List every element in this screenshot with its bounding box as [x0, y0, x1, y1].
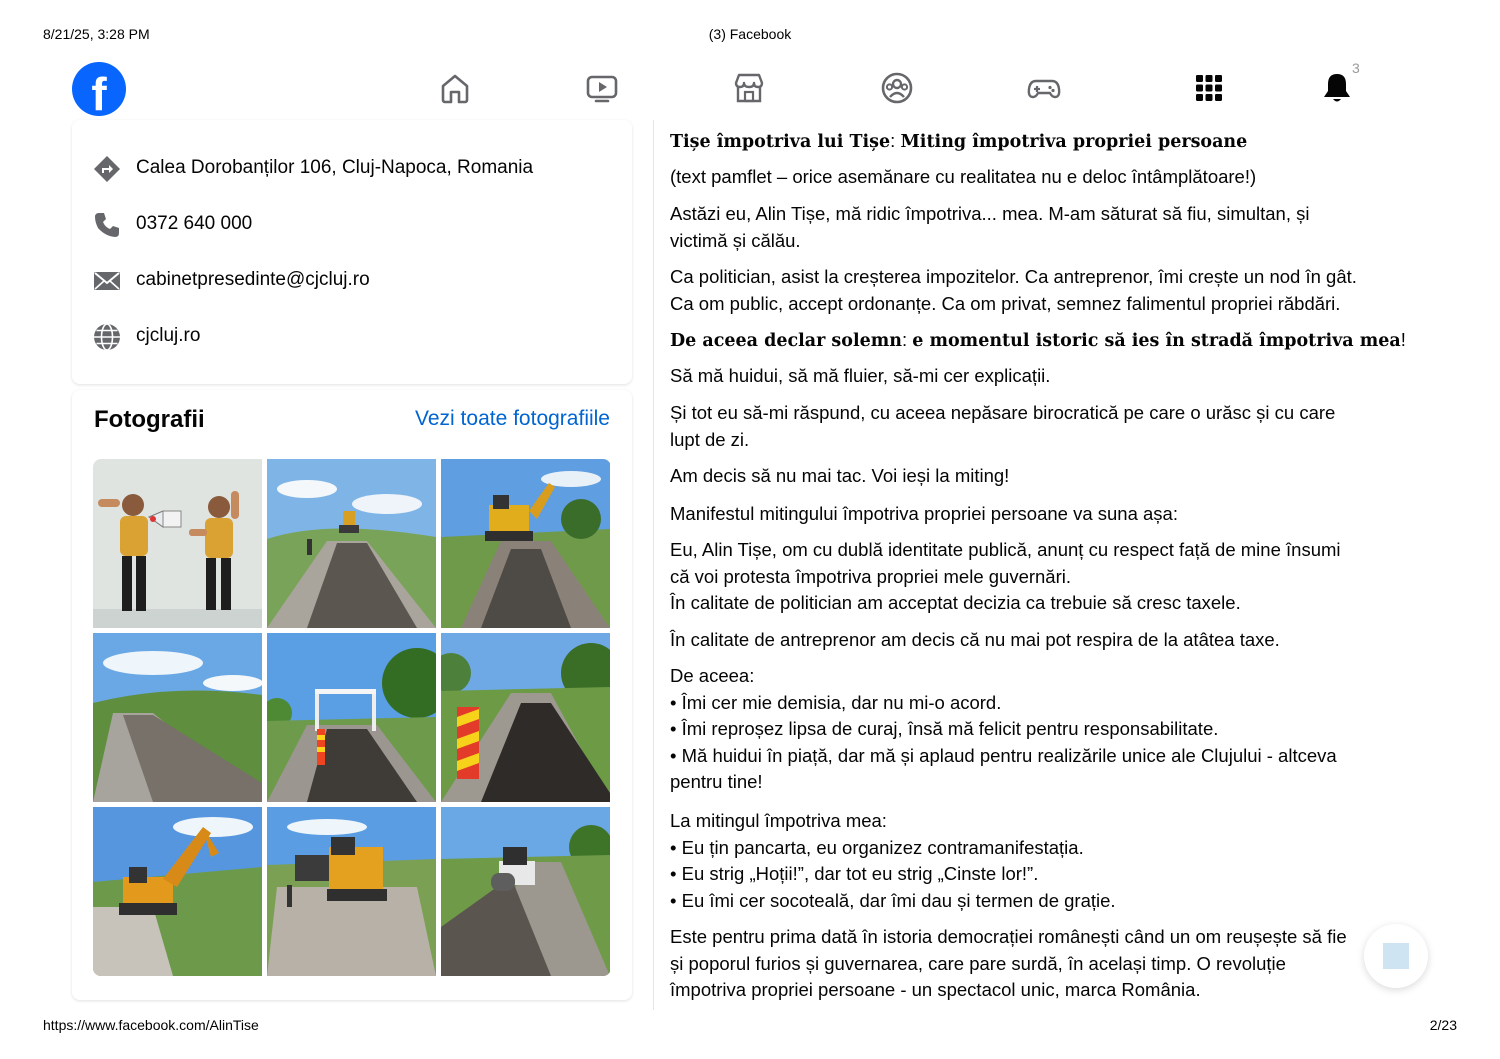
post-line: victimă și călău.: [670, 229, 801, 251]
list-item: • Mă huidui în piață, dar mă și aplaud pentru realizările unice ale Clujului - altceva: [670, 744, 1337, 766]
post-line: și poporul furios și guvernarea, care pare surdă, în același timp. O revoluție: [670, 952, 1286, 974]
compose-icon: [1383, 943, 1409, 969]
post-paragraph: Manifestul mitingului împotriva propriei persoane va suna așa:: [670, 503, 1178, 524]
photos-card: [72, 390, 632, 1000]
phone-icon: [92, 210, 122, 240]
post-line: Ca om public, accept ordonanțe. Ca om privat, semnez falimentul propriei răbdări.: [670, 292, 1341, 314]
floating-new-message-button[interactable]: [1364, 924, 1428, 988]
print-footer: [0, 1017, 1500, 1035]
groups-icon[interactable]: [879, 70, 915, 106]
post-line: Este pentru prima dată în istoria democrației românești când un om reușește să fie: [670, 926, 1347, 947]
post-separator: :: [901, 329, 913, 350]
post-paragraph: [670, 201, 1420, 254]
see-all-photos-link[interactable]: Vezi toate fotografiile: [415, 407, 610, 430]
envelope-icon: [92, 266, 122, 296]
post-paragraph: Am decis să nu mai tac. Voi ieși la miting!: [670, 465, 1010, 486]
photo-thumbnail[interactable]: [93, 807, 262, 976]
photo-thumbnail[interactable]: [441, 807, 610, 976]
bold-phrase: e momentul istoric să ies în stradă împotriva mea: [912, 331, 1401, 351]
post-title-part: Miting împotriva propriei persoane: [900, 132, 1248, 152]
post-line: împotriva propriei persoane - un spectacol unic, marca România.: [670, 979, 1201, 1000]
post-paragraph: [670, 808, 1420, 914]
marketplace-icon[interactable]: [731, 70, 767, 106]
photo-grid: [93, 459, 611, 976]
email-text[interactable]: cabinetpresedinte@cjcluj.ro: [136, 269, 370, 290]
notification-count-badge: 3: [1352, 60, 1360, 76]
intro-card: [72, 120, 632, 384]
post-paragraph: [670, 663, 1420, 796]
post-paragraph: (text pamflet – orice asemănare cu realitatea nu e deloc întâmplătoare!): [670, 166, 1257, 187]
home-icon[interactable]: [437, 70, 473, 106]
video-icon[interactable]: [584, 70, 620, 106]
top-navigation-bar: [60, 56, 1440, 124]
print-page-number: 2/23: [1429, 1017, 1457, 1033]
post-line: De aceea:: [670, 665, 755, 686]
globe-icon: [92, 322, 122, 352]
post-paragraph-bold: [670, 327, 1420, 355]
gaming-icon[interactable]: [1026, 70, 1062, 106]
directions-icon: [92, 154, 122, 184]
post-line: că voi protesta împotriva propriei mele guvernări.: [670, 565, 1072, 587]
post-paragraph: [670, 400, 1420, 453]
post-line: În calitate de politician am acceptat decizia ca trebuie să cresc taxele.: [670, 592, 1241, 613]
address-text: Calea Dorobanților 106, Cluj-Napoca, Romania: [136, 157, 534, 178]
post-paragraph: [670, 264, 1420, 317]
post-line: Eu, Alin Tișe, om cu dublă identitate publică, anunț cu respect față de mine însumi: [670, 539, 1341, 560]
address-row: [92, 154, 612, 184]
post-line: pentru tine!: [670, 771, 763, 792]
post-title-part: Tișe împotriva lui Tișe: [670, 132, 891, 152]
photo-thumbnail[interactable]: [267, 633, 436, 802]
email-row: [92, 266, 612, 296]
list-item: • Eu îmi cer socoteală, dar îmi dau și termen de grație.: [670, 889, 1116, 911]
list-item: • Eu țin pancarta, eu organizez contramanifestația.: [670, 836, 1084, 858]
post-title: [670, 128, 1420, 156]
post-line: lupt de zi.: [670, 428, 750, 450]
photos-title: Fotografii: [94, 406, 205, 433]
post-line: Astăzi eu, Alin Tișe, mă ridic împotriva... mea. M-am săturat să fiu, simultan, și: [670, 203, 1310, 224]
menu-grid-icon[interactable]: [1191, 70, 1227, 106]
post-content: [653, 120, 1429, 1010]
website-row: [92, 322, 612, 352]
print-url: https://www.facebook.com/AlinTise: [43, 1017, 259, 1033]
facebook-logo-icon[interactable]: f: [72, 62, 126, 116]
post-line: La mitingul împotriva mea:: [670, 810, 887, 831]
photo-thumbnail[interactable]: [267, 807, 436, 976]
list-item: • Îmi cer mie demisia, dar nu mi-o acord.: [670, 691, 1002, 713]
photo-thumbnail[interactable]: [267, 459, 436, 628]
print-header: [0, 26, 1500, 44]
phone-row: [92, 210, 612, 240]
list-item: • Eu strig „Hoții!”, dar tot eu strig „Cinste lor!”.: [670, 863, 1039, 884]
post-paragraph: [670, 924, 1420, 1004]
post-paragraph: Să mă huidui, să mă fluier, să-mi cer explicații.: [670, 365, 1051, 386]
list-item: • Îmi reproșez lipsa de curaj, însă mă felicit pentru responsabilitate.: [670, 718, 1219, 739]
post-paragraph: [670, 537, 1420, 617]
post-title-separator: :: [890, 130, 901, 151]
post-line: Și tot eu să-mi răspund, cu aceea nepăsare birocratică pe care o urăsc și cu care: [670, 402, 1336, 423]
print-page-title: (3) Facebook: [708, 26, 792, 42]
photo-thumbnail[interactable]: [93, 459, 262, 628]
website-link[interactable]: cjcluj.ro: [136, 325, 201, 346]
post-punctuation: !: [1400, 329, 1406, 350]
photo-thumbnail[interactable]: [93, 633, 262, 802]
post-paragraph: În calitate de antreprenor am decis că nu mai pot respira de la atâtea taxe.: [670, 629, 1280, 650]
bell-icon[interactable]: [1319, 70, 1355, 106]
print-datetime: 8/21/25, 3:28 PM: [43, 26, 150, 42]
bold-phrase: De aceea declar solemn: [670, 331, 902, 351]
phone-text[interactable]: 0372 640 000: [136, 213, 253, 234]
photo-thumbnail[interactable]: [441, 459, 610, 628]
photo-thumbnail[interactable]: [441, 633, 610, 802]
post-line: Ca politician, asist la creșterea impozitelor. Ca antreprenor, îmi crește un nod în gât.: [670, 266, 1357, 287]
